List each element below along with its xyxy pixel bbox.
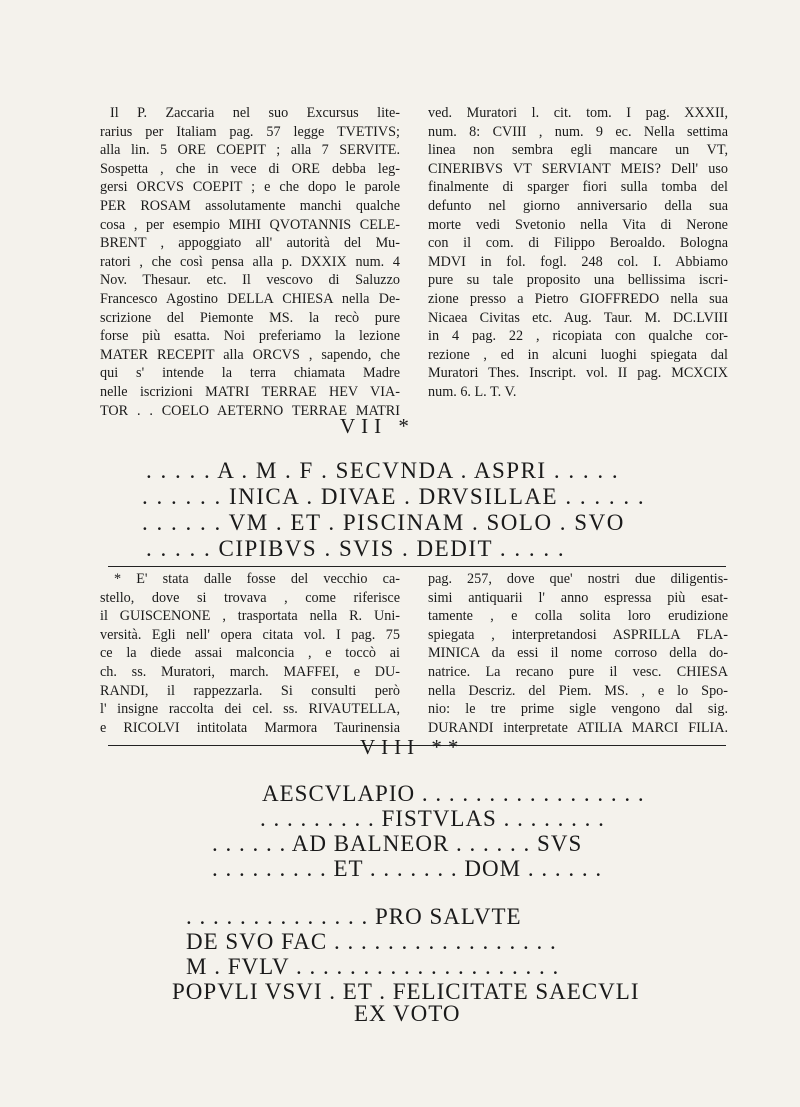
section-heading-viii: VIII ** [360,735,465,759]
text-line: RANDI, il rappezzarla. Si consulti però [100,682,400,699]
text-line: qui s' intende la terra chiamata Madre [100,365,400,382]
text-line: BRENT , appoggiato all' autorità del Mu- [100,235,400,252]
inscription-line: M . FVLV . . . . . . . . . . . . . . . . . . . . [186,954,560,979]
text-line: scrizione del Piemonte MS. la recò pure [100,309,400,326]
text-line: nelle iscrizioni MATRI TERRAE HEV VIA- [100,383,400,400]
inscription-line: AESCVLAPIO . . . . . . . . . . . . . . . . . [262,781,645,806]
section-heading-vii: VII * [340,414,415,438]
text-line: cosa , per esempio MIHI QVOTANNIS CELE- [100,216,400,233]
text-line: natrice. La recano pure il vesc. CHIESA [428,663,728,680]
text-line: morte vedi Svetonio nella Vita di Nerone [428,216,728,233]
text-line: CINERIBVS VT SERVIANT MEIS? Dell' uso [428,160,728,177]
text-line: spiegata , interpretandosi ASPRILLA FLA- [428,626,728,643]
inscription-line: . . . . . . . . . ET . . . . . . . DOM . . . . . . [212,856,603,881]
text-line: MDVI in fol. fogl. 248 col. I. Abbiamo [428,253,728,270]
text-line: Francesco Agostino DELLA CHIESA nella De- [100,290,400,307]
text-line: Sospetta , che in vece di ORE debba leg- [100,160,400,177]
text-line: Muratori Thes. Inscript. vol. II pag. MCXCIX [428,365,728,382]
text-line: tamente , e colla solita loro erudizione [428,608,728,625]
text-line: versità. Egli nell' opera citata vol. I pag. 75 [100,626,400,643]
text-line: ce la diede assai malconcia , e toccò ai [100,645,400,662]
text-line: rarius per Italiam pag. 57 legge TVETIVS; [100,123,400,140]
text-line: num. 8: CVIII , num. 9 ec. Nella settima [428,123,728,140]
text-line: Nov. Thesaur. etc. Il vescovo di Saluzzo [100,272,400,289]
text-line: pure su tale proposito una bellissima iscri- [428,272,728,289]
divider-rule [108,566,726,567]
text-line: il GUISCENONE , trasportata nella R. Uni- [100,608,400,625]
text-line: nella Descriz. del Piem. MS. , e lo Spo- [428,682,728,699]
inscription-line: EX VOTO [354,1001,461,1026]
text-line: gersi ORCVS COEPIT ; e che dopo le parole [100,179,400,196]
text-line: DURANDI interpretate ATILIA MARCI FILIA. [428,719,728,736]
text-line: con il com. di Filippo Beroaldo. Bologna [428,235,728,252]
text-line: e RICOLVI intitolata Marmora Taurinensia [100,719,400,736]
inscription-line: . . . . . CIPIBVS . SVIS . DEDIT . . . . . [146,536,566,561]
text-line: finalmente di sparger fiori sulla tomba del [428,179,728,196]
text-line: * E' stata dalle fosse del vecchio ca- [114,571,400,587]
text-line: ratori , che così pensa alla p. DXXIX num. 4 [100,253,400,270]
text-line: stello, dove si trovava , come riferisce [100,589,400,606]
text-line: rezione , ed in alcuni luoghi spiegata dal [428,346,728,363]
note-vii-left-column [100,570,400,737]
text-line: Nicaea Civitas etc. Aug. Taur. M. DC.LVIII [428,309,728,326]
text-line: defunto nel giorno anniversario della sua [428,197,728,214]
inscription-line: . . . . . . INICA . DIVAE . DRVSILLAE . . . . . . [142,484,646,509]
text-line: MATER RECEPIT alla ORCVS , sapendo, che [100,346,400,363]
text-line: alla lin. 5 ORE COEPIT ; alla 7 SERVITE. [100,142,400,159]
text-line: num. 6. L. T. V. [428,383,517,400]
inscription-line: . . . . . . AD BALNEOR . . . . . . SVS [212,831,583,856]
text-line: nio: le tre prime sigle vengono dal sig. [428,701,728,718]
text-line: TOR . . COELO AETERNO TERRAE MATRI [100,402,400,419]
text-line: linea non sembra egli mancare un VT, [428,142,728,159]
text-line: zione presso a Pietro GIOFFREDO nella sua [428,290,728,307]
inscription-line: . . . . . . . . . FISTVLAS . . . . . . . . [260,806,605,831]
text-line: Il P. Zaccaria nel suo Excursus lite- [110,105,400,121]
inscription-line: . . . . . . VM . ET . PISCINAM . SOLO . SVO [142,510,625,535]
top-note-left-column [100,104,400,420]
text-line: simi antiquarii l' anno espressa più esat- [428,589,728,606]
inscription-line: POPVLI VSVI . ET . FELICITATE SAECVLI [172,979,640,1004]
text-line: PER ROSAM assolutamente manchi qualche [100,197,400,214]
text-line: ch. ss. Muratori, march. MAFFEI, e DU- [100,663,400,680]
text-line: MINICA da essi il nome corroso della do- [428,645,728,662]
text-line: pag. 257, dove que' nostri due diligentis- [428,571,728,587]
top-note-right-column [428,104,728,402]
text-line: in 4 pag. 22 , ricopiata con qualche cor- [428,328,728,345]
text-line: forse più esatta. Noi preferiamo la lezione [100,328,400,345]
inscription-line: . . . . . . . . . . . . . . PRO SALVTE [186,904,522,929]
inscription-line: DE SVO FAC . . . . . . . . . . . . . . . . . [186,929,557,954]
text-line: l' insigne raccolta dei cel. ss. RIVAUTELLA, [100,701,400,718]
note-vii-right-column [428,570,728,737]
inscription-line: . . . . . A . M . F . SECVNDA . ASPRI . . . . . [146,458,620,483]
text-line: ved. Muratori l. cit. tom. I pag. XXXII, [428,105,728,121]
